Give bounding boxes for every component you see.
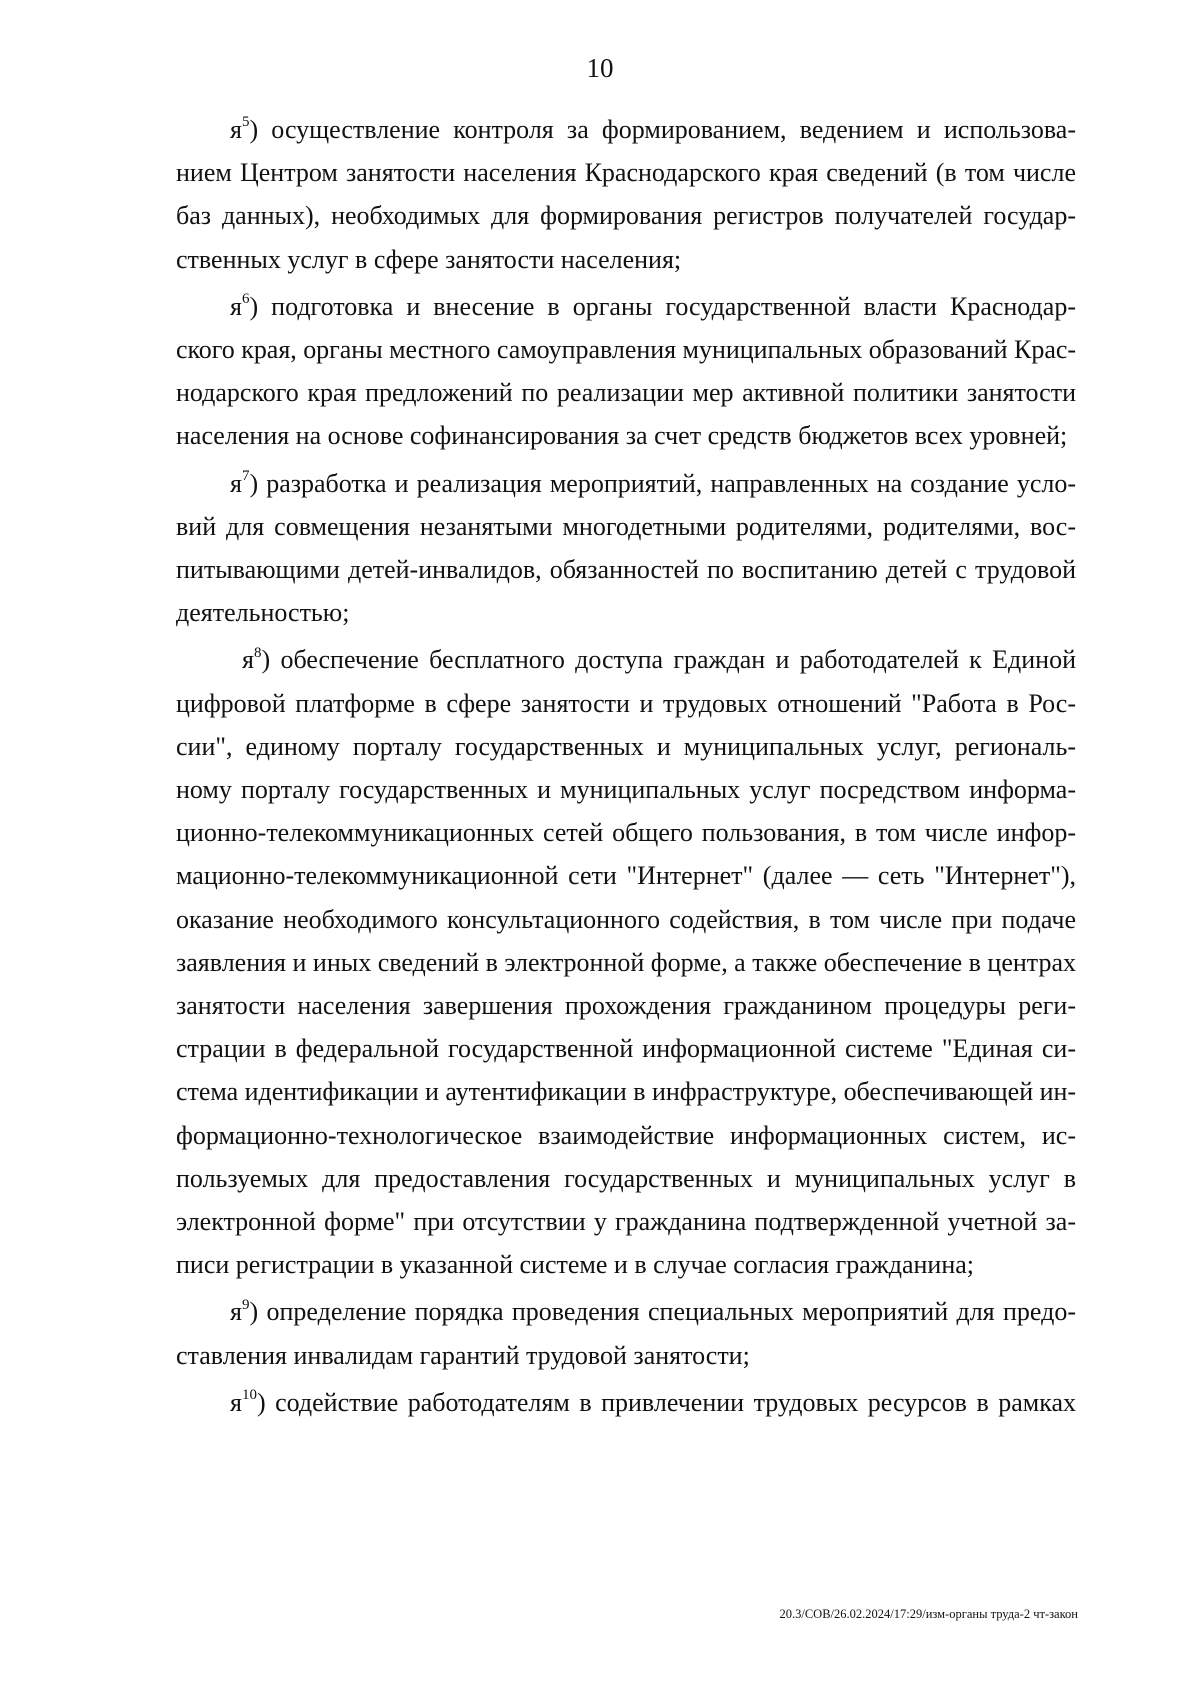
paragraph-я8: [176, 638, 1076, 1286]
line-text: ) разработка и реализация мероприятий, направленных на создание усло-: [249, 468, 1076, 498]
line-text: ному порталу государственных и муниципальных услуг посредством информа-: [176, 775, 1076, 805]
paragraph-я10: [176, 1381, 1076, 1424]
line-text: сии", единому порталу государственных и муниципальных услуг, региональ-: [176, 731, 1076, 761]
line-text: населения на основе софинансирования за счет средств бюджетов всех уровней;: [176, 421, 1068, 451]
item-superscript: 7: [241, 467, 250, 484]
text-line: [176, 1290, 1076, 1333]
text-line: [176, 941, 1076, 984]
line-text: ) определение порядка проведения специальных мероприятий для предо-: [249, 1297, 1076, 1327]
text-line: [176, 898, 1076, 941]
line-text: нием Центром занятости населения Краснодарского края сведений (в том числе: [176, 158, 1076, 188]
line-text: ) обеспечение бесплатного доступа граждан и работодателей к Единой: [261, 645, 1076, 675]
text-line: [176, 984, 1076, 1027]
line-text: ставления инвалидам гарантий трудовой занятости;: [176, 1340, 750, 1370]
line-text: страции в федеральной государственной информационной системе "Единая си-: [176, 1034, 1076, 1064]
item-label: я: [230, 1297, 242, 1327]
line-text: деятельностью;: [176, 598, 350, 628]
item-superscript: 10: [241, 1387, 257, 1404]
text-line: [176, 768, 1076, 811]
text-line: [176, 371, 1076, 414]
document-body: [176, 108, 1076, 1428]
line-text: ) содействие работодателям в привлечении трудовых ресурсов в рамках: [256, 1387, 1076, 1417]
text-line: [176, 285, 1076, 328]
line-text: ского края, органы местного самоуправления муниципальных образований Крас-: [176, 335, 1076, 365]
item-label: я: [242, 645, 254, 675]
text-line: [176, 328, 1076, 371]
text-line: [176, 1200, 1076, 1243]
item-superscript: 6: [241, 291, 250, 308]
text-line: [176, 1027, 1076, 1070]
line-text: баз данных), необходимых для формирования регистров получателей государ-: [176, 201, 1076, 231]
line-text: занятости населения завершения прохождения гражданином процедуры реги-: [176, 991, 1076, 1021]
paragraph-я5: [176, 108, 1076, 281]
line-text: вий для совмещения незанятыми многодетными родителями, родителями, вос-: [176, 511, 1076, 541]
line-text: мационно-телекоммуникационной сети "Интернет" (далее — сеть "Интернет"),: [176, 861, 1076, 891]
line-text: ционно-телекоммуникационных сетей общего пользования, в том числе инфор-: [176, 818, 1076, 848]
line-text: оказание необходимого консультационного содействия, в том числе при подаче: [176, 904, 1076, 934]
paragraph-я7: [176, 462, 1076, 635]
text-line: [176, 1334, 1076, 1377]
text-line: [176, 682, 1076, 725]
line-text: ) подготовка и внесение в органы государственной власти Краснодар-: [249, 291, 1076, 321]
text-line: [176, 1114, 1076, 1157]
text-line: [176, 1243, 1076, 1286]
text-line: [176, 238, 1076, 281]
text-line: [176, 1381, 1076, 1424]
line-text: заявления и иных сведений в электронной форме, а также обеспечение в центрах: [176, 947, 1076, 977]
line-text: формационно-технологическое взаимодействие информационных систем, ис-: [176, 1120, 1076, 1150]
text-line: [176, 194, 1076, 237]
text-line: [176, 505, 1076, 548]
text-line: [176, 1157, 1076, 1200]
text-line: [176, 548, 1076, 591]
line-text: писи регистрации в указанной системе и в случае согласия гражданина;: [176, 1250, 975, 1280]
text-line: [176, 1070, 1076, 1113]
line-text: цифровой платформе в сфере занятости и трудовых отношений "Работа в Рос-: [176, 688, 1076, 718]
text-line: [176, 591, 1076, 634]
line-text: ственных услуг в сфере занятости населения;: [176, 244, 682, 274]
item-label: я: [230, 468, 242, 498]
item-superscript: 8: [253, 644, 262, 661]
page-number: 10: [586, 53, 614, 83]
item-superscript: 9: [241, 1296, 250, 1313]
text-line: [176, 414, 1076, 457]
line-text: ) осуществление контроля за формированием, ведением и использова-: [249, 115, 1076, 144]
item-label: я: [230, 115, 242, 144]
line-text: электронной форме" при отсутствии у гражданина подтвержденной учетной за-: [176, 1207, 1076, 1237]
text-line: [176, 638, 1076, 681]
line-text: питывающими детей-инвалидов, обязанностей по воспитанию детей с трудовой: [176, 555, 1076, 585]
text-line: [176, 108, 1076, 151]
text-line: [176, 151, 1076, 194]
line-text: нодарского края предложений по реализации мер активной политики занятости: [176, 378, 1076, 408]
item-superscript: 5: [241, 114, 250, 131]
document-footer-code: 20.3/СОВ/26.02.2024/17:29/изм-органы труда-2 чт-закон: [779, 1607, 1078, 1621]
line-text: пользуемых для предоставления государственных и муниципальных услуг в: [176, 1163, 1076, 1193]
item-label: я: [230, 291, 242, 321]
item-label: я: [230, 1387, 242, 1417]
text-line: [176, 462, 1076, 505]
text-line: [176, 854, 1076, 897]
paragraph-я9: [176, 1290, 1076, 1376]
text-line: [176, 725, 1076, 768]
line-text: стема идентификации и аутентификации в инфраструктуре, обеспечивающей ин-: [176, 1077, 1076, 1107]
paragraph-я6: [176, 285, 1076, 458]
text-line: [176, 811, 1076, 854]
